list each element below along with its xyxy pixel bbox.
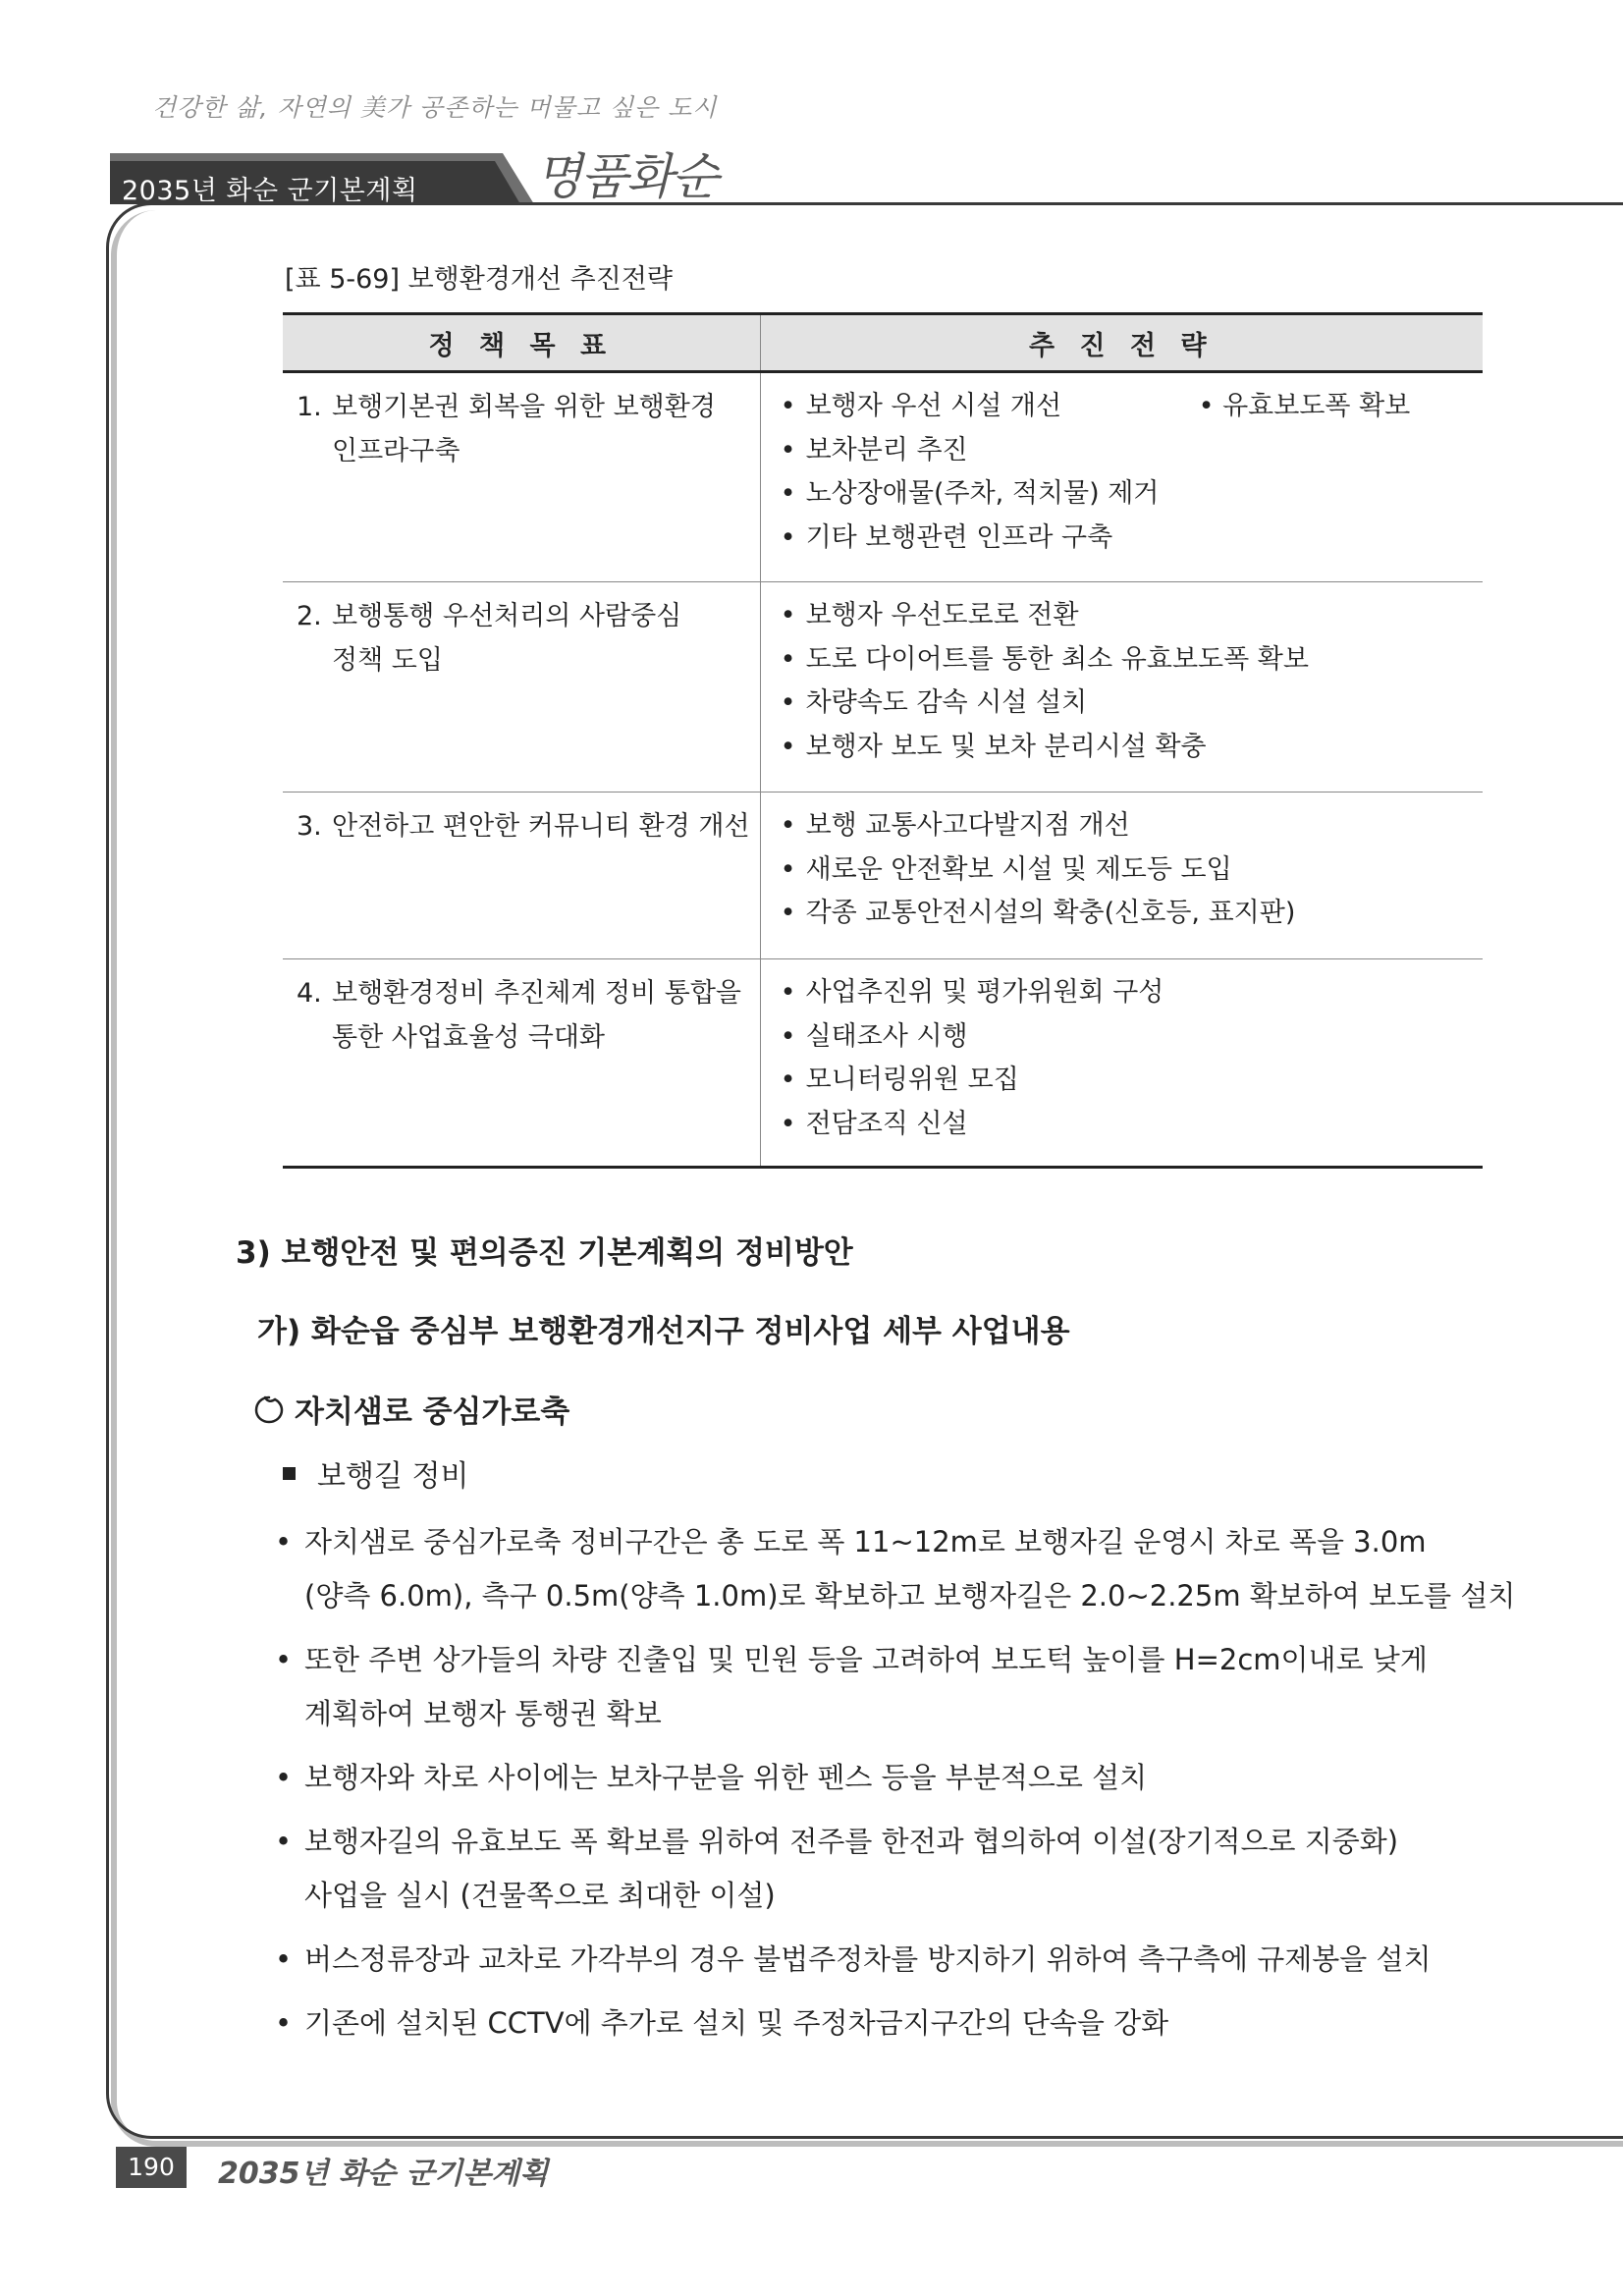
strategy-item: • 모니터링위원 모집 <box>777 1059 1483 1103</box>
strategy-item: • 차량속도 감속 시설 설치 <box>777 682 1483 726</box>
list-item-line: 계획하여 보행자 통행권 확보 <box>304 1697 662 1730</box>
strategy-table <box>283 312 1483 1169</box>
goal-number: 2. <box>297 601 322 631</box>
goal-number: 4. <box>297 978 322 1009</box>
topic-heading <box>253 1387 569 1431</box>
strategy-item: • 새로운 안전확보 시설 및 제도등 도입 <box>777 848 1483 893</box>
goal-cell <box>283 582 760 793</box>
list-item <box>275 1996 1453 2050</box>
strategy-item: • 보행자 우선도로로 전환 <box>777 594 1483 638</box>
table-row <box>283 372 1483 582</box>
goal-text: 안전하고 편안한 커뮤니티 환경 개선 <box>332 811 750 842</box>
strategy-item: • 보차분리 추진 <box>777 429 1483 473</box>
section-heading: 3) 보행안전 및 편의증진 기본계획의 정비방안 <box>236 1235 853 1271</box>
subsection-heading: 가) 화순읍 중심부 보행환경개선지구 정비사업 세부 사업내용 <box>257 1314 1070 1349</box>
list-item-line: • 보행자와 차로 사이에는 보차구분을 위한 펜스 등을 부분적으로 설치 <box>304 1761 1148 1794</box>
header-tagline: 건강한 삶, 자연의 美가 공존하는 머물고 싶은 도시 <box>152 93 718 122</box>
strategy-cell <box>760 793 1483 959</box>
goal-number: 1. <box>297 392 322 422</box>
header-policy-goal: 정 책 목 표 <box>283 314 760 372</box>
plan-title: 2035년 화순 군기본계획 <box>122 176 418 206</box>
page-number: 190 <box>116 2147 187 2188</box>
bullet-list <box>275 1515 1516 2060</box>
list-item <box>275 1751 1453 1805</box>
strategy-item: • 보행자 보도 및 보차 분리시설 확충 <box>777 726 1483 770</box>
strategy-item: • 사업추진위 및 평가위원회 구성 <box>777 971 1483 1015</box>
table-caption: [표 5-69] 보행환경개선 추진전략 <box>285 264 673 295</box>
strategy-cell <box>760 372 1483 582</box>
list-item-line: • 보행자길의 유효보도 폭 확보를 위하여 전주를 한전과 협의하여 이설(장기적으로 지중화) <box>304 1825 1399 1858</box>
goal-text: 인프라구축 <box>332 436 460 466</box>
goal-text: 정책 도입 <box>332 645 443 676</box>
list-item-line: • 자치샘로 중심가로축 정비구간은 총 도로 폭 11~12m로 보행자길 운영시 차로 폭을 3.0m <box>304 1525 1427 1558</box>
list-item <box>275 1933 1453 1987</box>
strategy-cell <box>760 959 1483 1168</box>
square-bullet-icon <box>283 1467 296 1480</box>
table-row <box>283 793 1483 959</box>
strategy-item: • 각종 교통안전시설의 확충(신호등, 표지판) <box>777 892 1483 936</box>
list-item-line: • 또한 주변 상가들의 차량 진출입 및 민원 등을 고려하여 보도턱 높이를 H=2cm이내로 낮게 <box>304 1643 1428 1676</box>
strategy-item: • 보행 교통사고다발지점 개선 <box>777 804 1483 848</box>
strategy-item: • 기타 보행관련 인프라 구축 <box>777 517 1483 561</box>
brand-logo: 명품화순 <box>535 148 718 205</box>
goal-text: 보행통행 우선처리의 사람중심 <box>332 601 682 631</box>
strategy-item: • 도로 다이어트를 통한 최소 유효보도폭 확보 <box>777 638 1483 683</box>
strategy-item: • 노상장애물(주차, 적치물) 제거 <box>777 472 1483 517</box>
item-heading <box>283 1451 468 1495</box>
goal-number: 3. <box>297 811 322 842</box>
table-row <box>283 959 1483 1168</box>
list-item-line: 사업을 실시 (건물쪽으로 최대한 이설) <box>304 1879 776 1912</box>
list-item-line: • 기존에 설치된 CCTV에 추가로 설치 및 주정차금지구간의 단속을 강화 <box>304 2006 1169 2040</box>
list-item-line: (양측 6.0m), 측구 0.5m(양측 1.0m)로 확보하고 보행자길은 2.0~2.25m 확보하여 보도를 설치 <box>304 1579 1516 1613</box>
leaf-icon <box>253 1394 285 1425</box>
strategy-item: • 전담조직 신설 <box>777 1103 1483 1147</box>
goal-text: 통한 사업효율성 극대화 <box>332 1022 605 1053</box>
footer-title: 2035년 화순 군기본계획 <box>218 2157 549 2191</box>
list-item <box>275 1515 1516 1623</box>
strategy-item: • 보행자 우선 시설 개선 • 유효보도폭 확보 <box>777 385 1483 429</box>
strategy-cell <box>760 582 1483 793</box>
list-item <box>275 1815 1453 1923</box>
table-header-row <box>283 314 1483 372</box>
table-row <box>283 582 1483 793</box>
list-item-line: • 버스정류장과 교차로 가각부의 경우 불법주정차를 방지하기 위하여 측구측에 규제봉을 설치 <box>304 1942 1432 1976</box>
plan-title-tab <box>110 145 562 204</box>
item-heading-text: 보행길 정비 <box>317 1459 469 1494</box>
strategy-item: • 실태조사 시행 <box>777 1015 1483 1060</box>
topic-heading-text: 자치샘로 중심가로축 <box>295 1394 570 1430</box>
header-strategy: 추 진 전 략 <box>760 314 1483 372</box>
goal-cell <box>283 959 760 1168</box>
goal-cell <box>283 372 760 582</box>
strategy-item-extra: • 유효보도폭 확보 <box>1198 391 1411 421</box>
goal-text: 보행기본권 회복을 위한 보행환경 <box>332 392 716 422</box>
goal-text: 보행환경정비 추진체계 정비 통합을 <box>332 978 741 1009</box>
goal-cell <box>283 793 760 959</box>
list-item <box>275 1633 1453 1741</box>
